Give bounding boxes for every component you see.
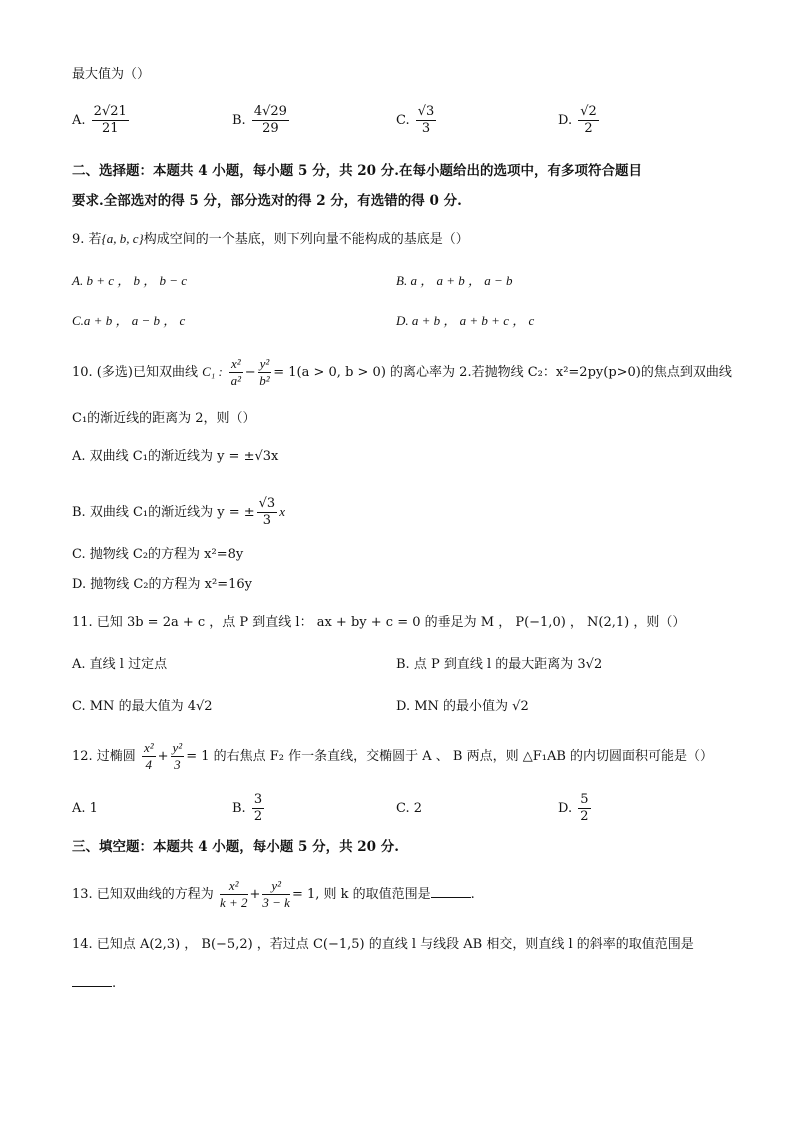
q11-option-d[interactable]: D. MN 的最小值为 √2 [396,699,529,714]
q8-option-c[interactable]: C. $\frac{√3}{3}$ [396,104,435,136]
q10-option-b[interactable]: B. 双曲线 C₁的渐近线为 y = ± $\frac{√3}{3}$ x [72,496,285,528]
q12-option-a[interactable]: A. 1 [72,801,98,816]
q9-stem: 9. 若{a, b, c}构成空间的一个基底，则下列向量不能构成的基底是（） [72,231,469,247]
q8-option-a[interactable]: A. $\frac{2√21}{21}$ [72,104,127,136]
q9-basis-set: {a, b, c} [101,231,144,246]
q8-option-d[interactable]: D. $\frac{√2}{2}$ [558,104,597,136]
q11-stem: 11. 已知 3b = 2a + c ，点 P 到直线 l： ax + by + c = 0 的垂足为 M ， P(−1,0) ， N(2,1) ，则（） [72,615,686,630]
q14-answer-blank[interactable] [72,974,112,987]
q11-option-b[interactable]: B. 点 P 到直线 l 的最大距离为 3√2 [396,657,603,672]
q10-option-d[interactable]: D. 抛物线 C₂的方程为 x²=16y [72,577,252,592]
q9-option-d[interactable]: D. a + b ， a + b + c ， c [396,313,535,328]
q12-option-c[interactable]: C. 2 [396,801,423,816]
section2-heading-line1: 二、选择题：本题共 4 小题，每小题 5 分，共 20 分.在每小题给出的选项中，有多项符合题目 [72,163,642,179]
q14-answer-line: . [72,974,116,993]
section2-heading-line2: 要求.全部选对的得 5 分，部分选对的得 2 分，有选错的得 0 分. [72,193,462,209]
q10-stem: 10. (多选)已知双曲线 C₁ : $\frac{\text{x²}}{\text{a²}}$ − $\frac{\text{y²}}{\text{b²}}$ = 1(a > 0, b > 0) 的离心率为 2.若抛物线 C₂：x²=2py(p>0)的焦点到双曲线 [72,356,732,388]
q11-option-c[interactable]: C. MN 的最大值为 4√2 [72,699,213,714]
q12-stem: 12. 过椭圆 $\frac{\text{x²}}{4}$ + $\frac{\text{y²}}{3}$ = 1 的右焦点 F₂ 作一条直线，交椭圆于 A 、 B 两点，则 △F₁AB 的内切圆面积可能是（） [72,740,714,772]
q10-option-a[interactable]: A. 双曲线 C₁的渐近线为 y = ±√3x [72,449,279,464]
q9-option-c[interactable]: C.a + b ， a − b ， c [72,313,186,328]
q10-option-c[interactable]: C. 抛物线 C₂的方程为 x²=8y [72,547,244,562]
q10-stem-line2: C₁的渐近线的距离为 2，则（） [72,411,256,426]
q11-option-a[interactable]: A. 直线 l 过定点 [72,657,168,672]
q9-option-a[interactable]: A. b + c ， b ， b − c [72,273,188,288]
q13-answer-blank[interactable] [431,885,471,898]
q12-option-d[interactable]: D. $\frac{5}{2}$ [558,792,589,824]
q8-option-b[interactable]: B. $\frac{4√29}{29}$ [232,104,287,136]
q13-stem: 13. 已知双曲线的方程为 $\frac{\text{x²}}{k + 2}$ + $\frac{\text{y²}}{3 - k}$ = 1, 则 k 的取值范围是 . [72,878,475,910]
q8-stem-tail: 最大值为（） [72,67,151,82]
q9-option-b[interactable]: B. a ， a + b ， a − b [396,273,513,288]
section3-heading: 三、填空题：本题共 4 小题，每小题 5 分，共 20 分. [72,839,399,855]
q12-option-b[interactable]: B. $\frac{3}{2}$ [232,792,263,824]
q14-stem: 14. 已知点 A(2,3) ， B(−5,2) ，若过点 C(−1,5) 的直线 l 与线段 AB 相交，则直线 l 的斜率的取值范围是 [72,937,694,952]
